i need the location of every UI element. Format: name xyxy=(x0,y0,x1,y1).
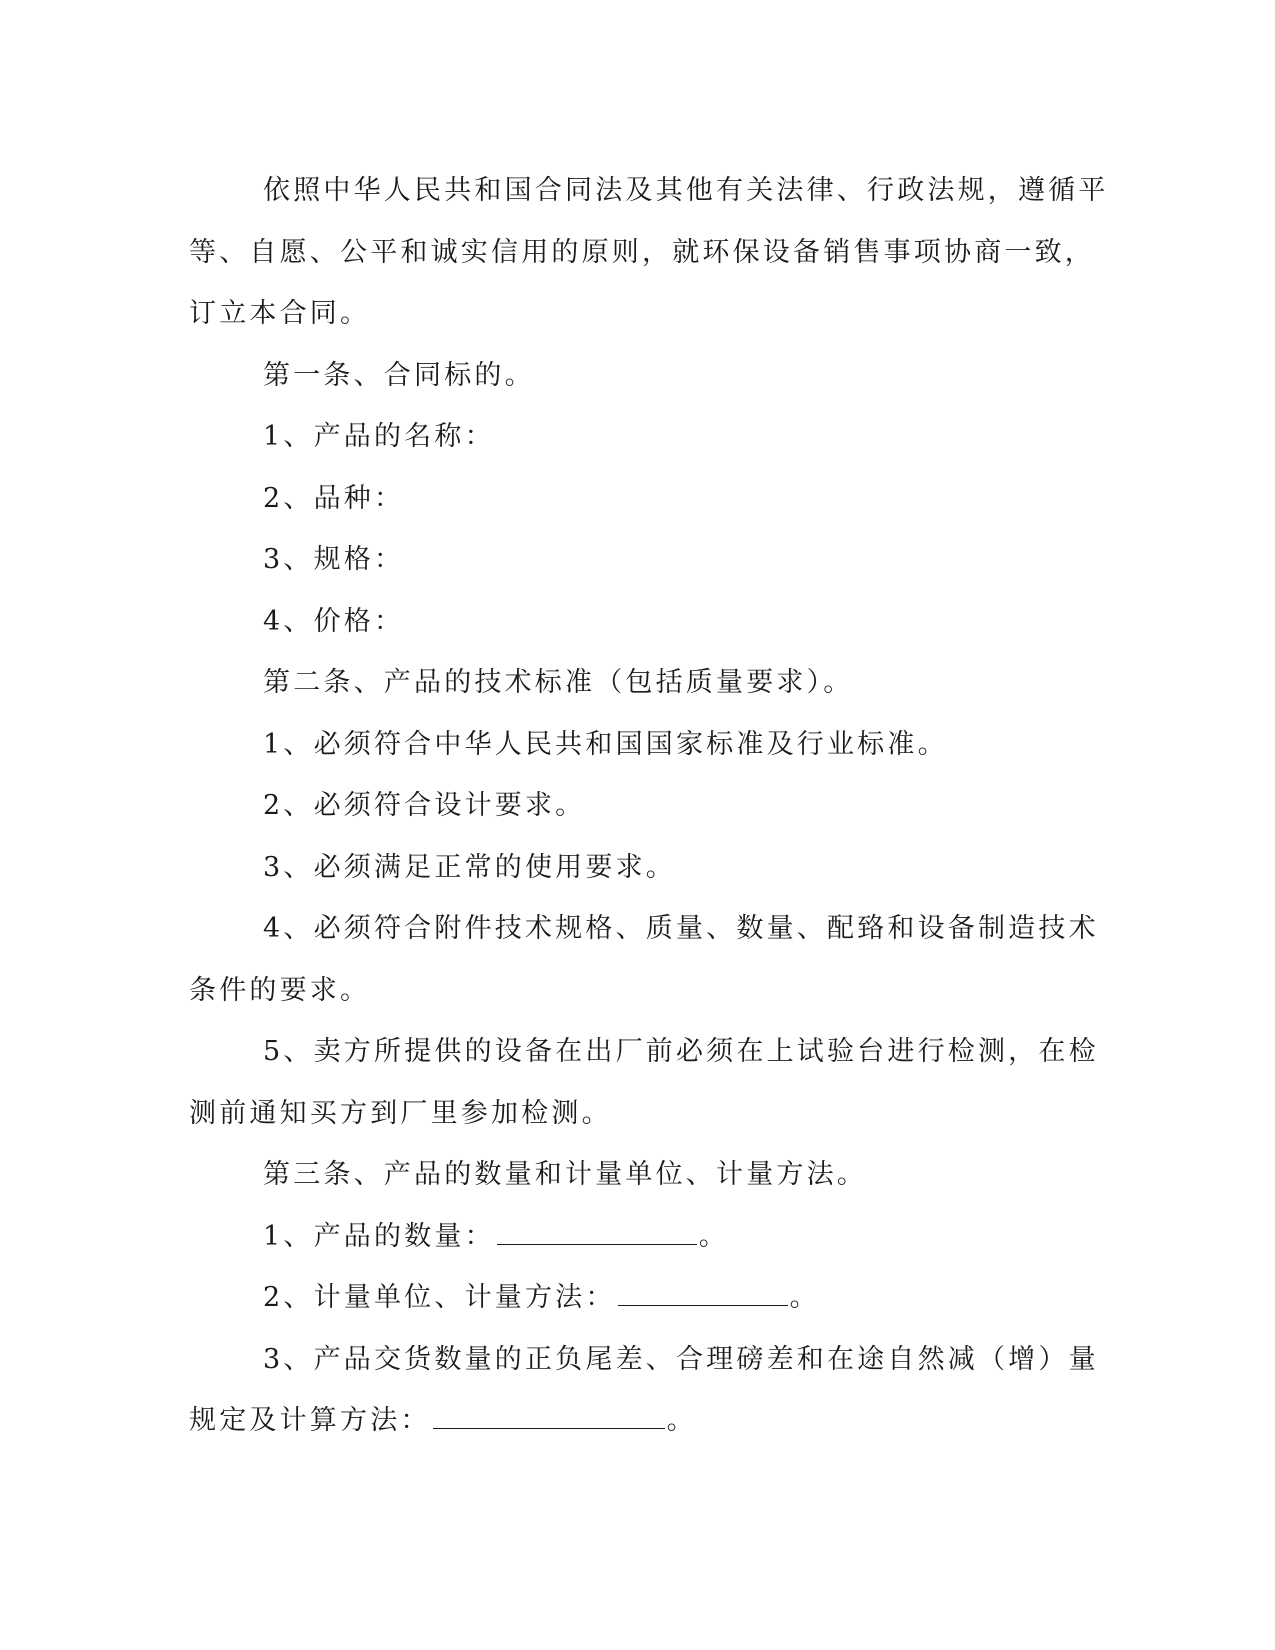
article-3-item-3-end: 。 xyxy=(666,1405,697,1436)
quantity-blank-line xyxy=(497,1222,697,1245)
article-3-item-3-label: 规定及计算方法： xyxy=(189,1405,431,1436)
article-3-item-3-line-1: 3、产品交货数量的正负尾差、合理磅差和在途自然减（增）量 xyxy=(263,1343,1099,1375)
article-1-title: 第一条、合同标的。 xyxy=(263,359,535,391)
article-1-item-2: 2、品种： xyxy=(263,482,405,514)
unit-method-blank-line xyxy=(618,1283,788,1306)
article-2-item-5-line-1: 5、卖方所提供的设备在出厂前必须在上试验台进行检测，在检 xyxy=(263,1036,1099,1067)
article-1-item-4: 4、价格： xyxy=(263,605,405,637)
intro-line-3: 订立本合同。 xyxy=(189,298,371,329)
article-3-item-2 xyxy=(189,1267,1079,1329)
article-3-item-2-label: 2、计量单位、计量方法： xyxy=(263,1282,616,1313)
article-2-item-1: 1、必须符合中华人民共和国国家标准及行业标准。 xyxy=(263,728,948,760)
article-3-item-3-line-2 xyxy=(189,1390,1079,1452)
intro-line-1: 依照中华人民共和国合同法及其他有关法律、行政法规，遵循平 xyxy=(263,175,1109,206)
calculation-blank-line xyxy=(433,1406,665,1429)
article-2-item-5-line-2: 测前通知买方到厂里参加检测。 xyxy=(189,1097,612,1129)
article-3-item-1-label: 1、产品的数量： xyxy=(263,1220,495,1252)
article-2-item-3: 3、必须满足正常的使用要求。 xyxy=(263,851,676,883)
article-3-item-1-end: 。 xyxy=(698,1220,729,1252)
article-3-title: 第三条、产品的数量和计量单位、计量方法。 xyxy=(263,1159,867,1190)
article-3-item-2-end: 。 xyxy=(789,1282,820,1313)
intro-line-2: 等、自愿、公平和诚实信用的原则，就环保设备销售事项协商一致， xyxy=(189,236,1095,268)
article-1-item-3: 3、规格： xyxy=(263,544,405,575)
article-2-title: 第二条、产品的技术标准（包括质量要求）。 xyxy=(263,667,854,698)
document-body xyxy=(189,160,1109,1452)
article-2-item-4-line-2: 条件的要求。 xyxy=(189,974,371,1006)
article-2-item-2: 2、必须符合设计要求。 xyxy=(263,790,586,821)
article-2-item-4-line-1: 4、必须符合附件技术规格、质量、数量、配臵和设备制造技术 xyxy=(263,913,1099,944)
article-3-item-1 xyxy=(189,1206,1079,1268)
article-1-item-1: 1、产品的名称： xyxy=(263,421,495,452)
